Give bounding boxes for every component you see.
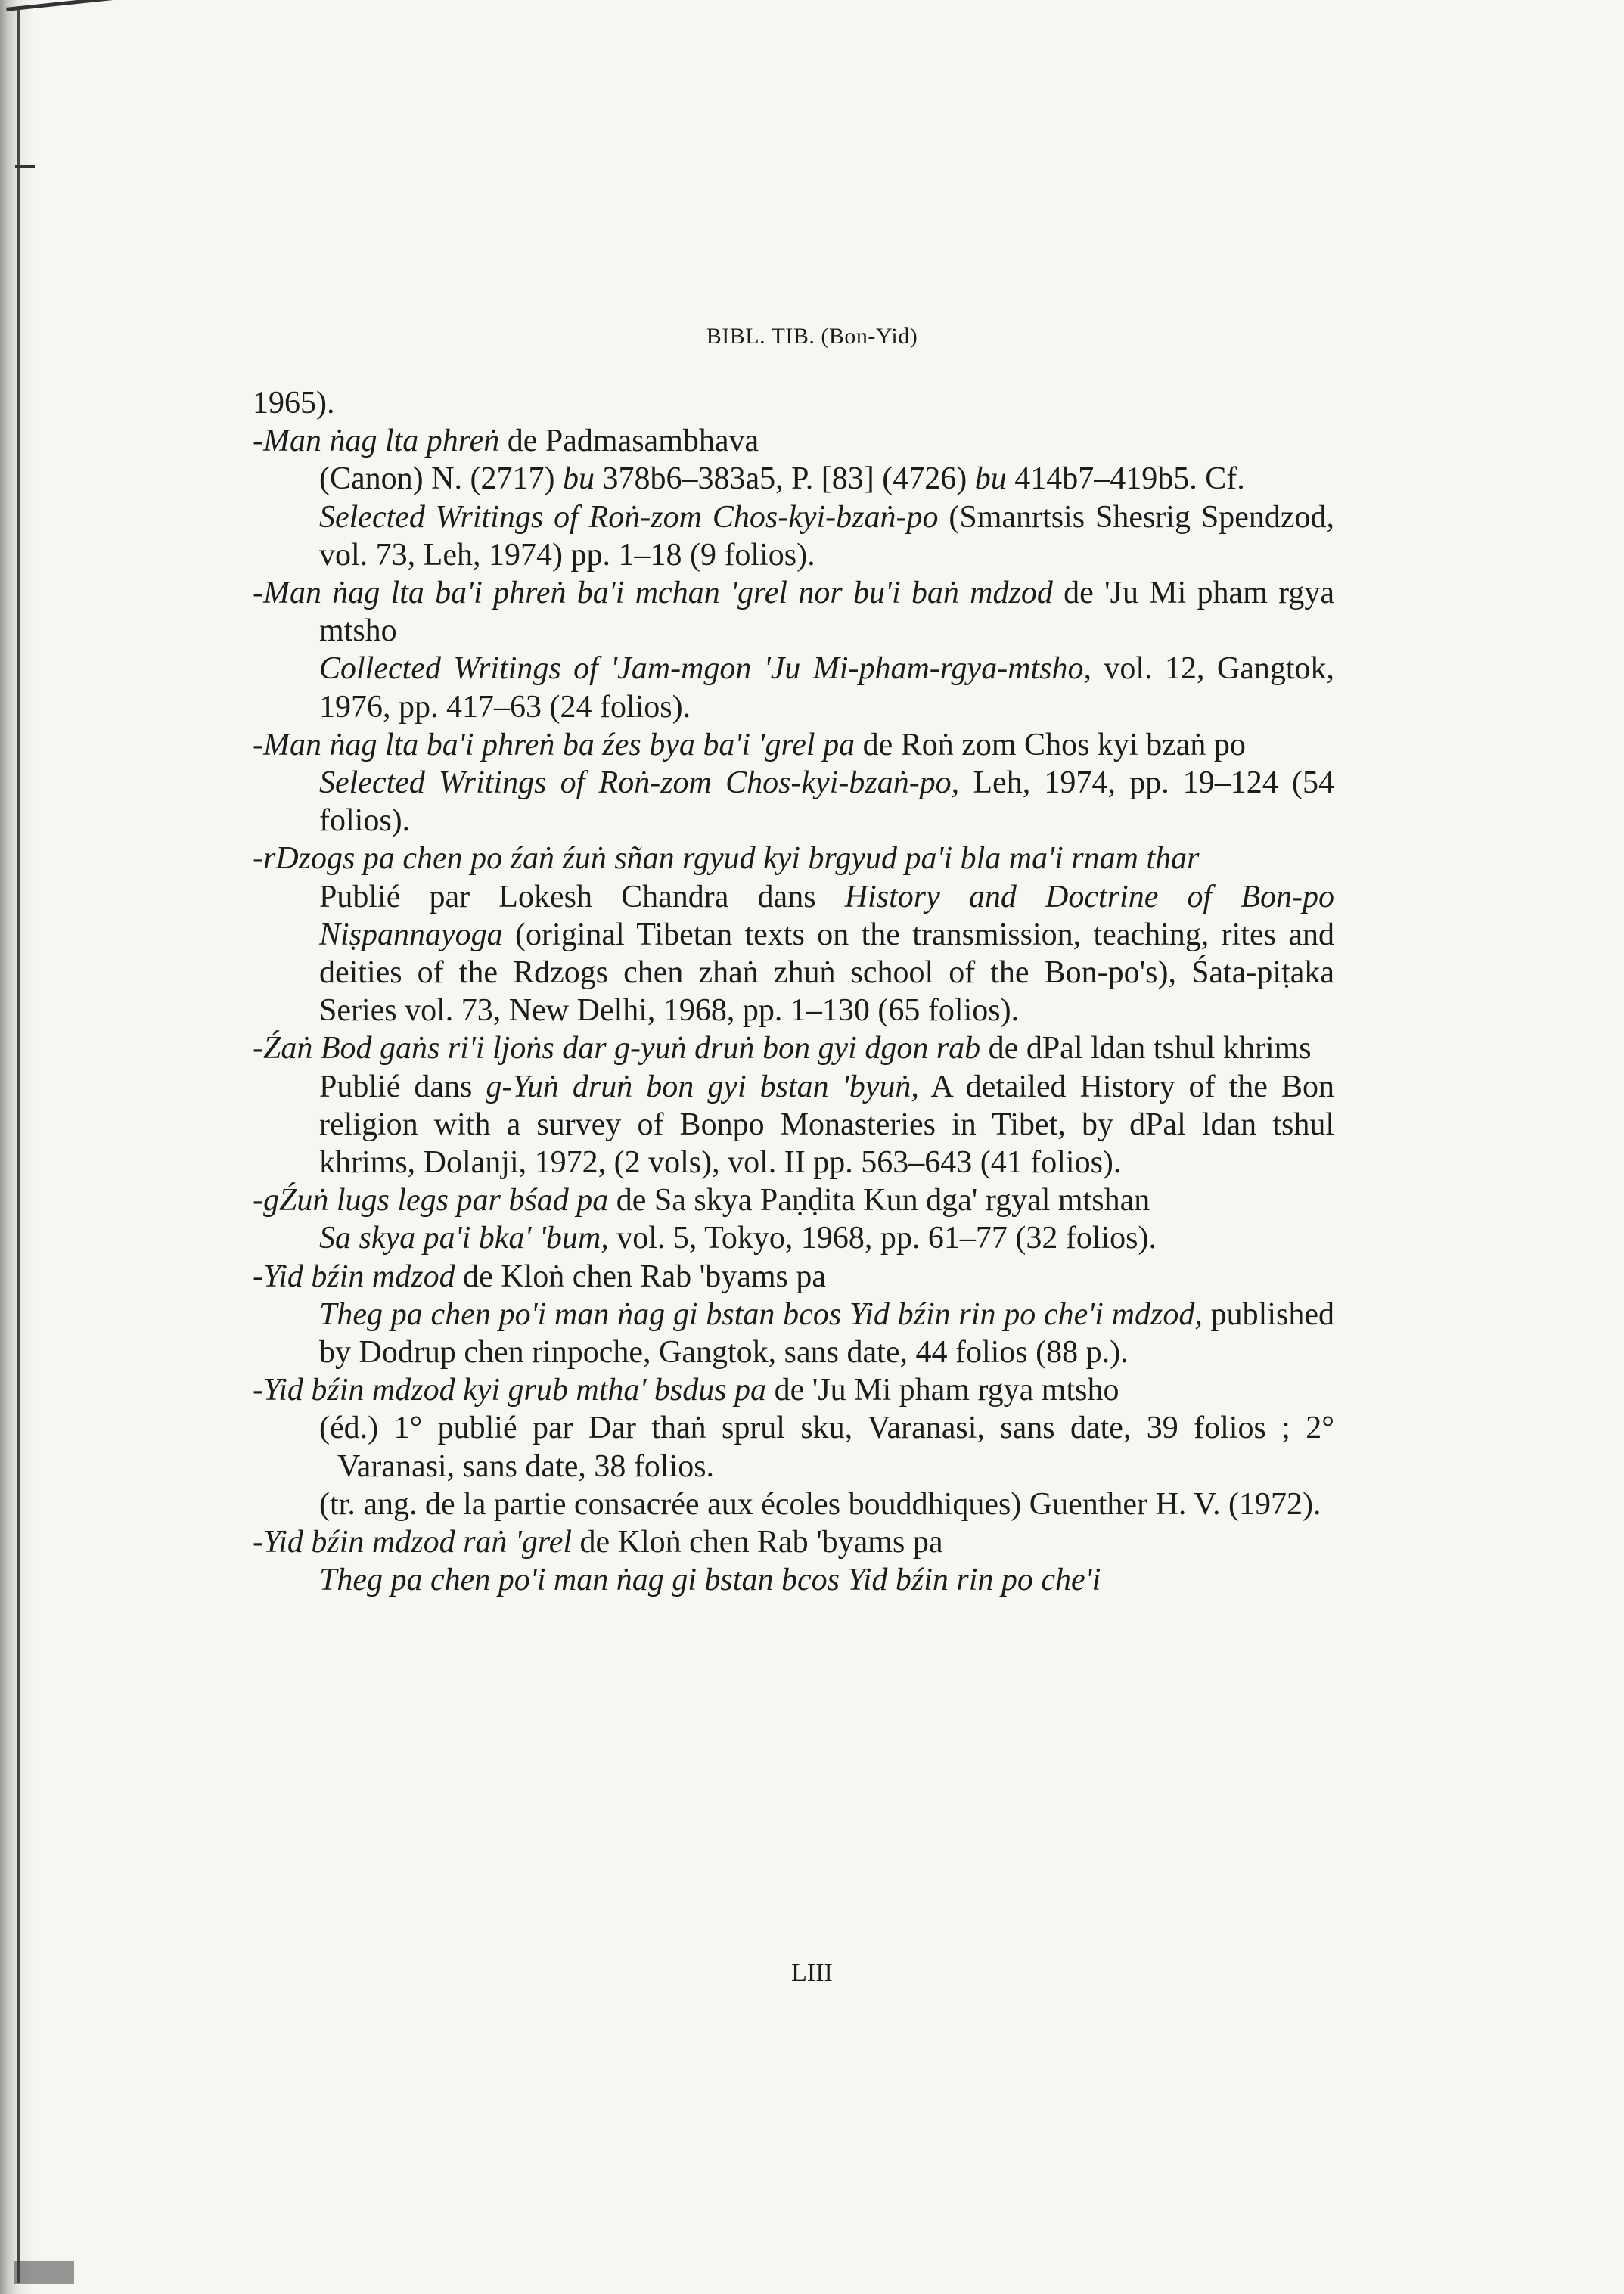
entry-detail-line — [253, 1296, 1334, 1371]
bibliography-entry — [253, 574, 1334, 726]
entry-detail-line — [253, 878, 1334, 1030]
entry-detail-line — [253, 1068, 1334, 1182]
text-run: de Kloṅ chen Rab 'byams pa — [572, 1525, 943, 1560]
italic-text: Sa skya pa'i bka' 'bum, — [319, 1221, 609, 1256]
bibliography-entry — [253, 422, 1334, 574]
bibliography-entry — [253, 1181, 1334, 1257]
text-run: de Roṅ zom Chos kyi bzaṅ po — [855, 727, 1246, 762]
text-run: Leh, 1974, pp. 19–124 (54 folios). — [319, 765, 1334, 839]
italic-text: -Man ṅag lta ba'i phreṅ ba źes bya ba'i 'grel pa — [253, 727, 855, 762]
italic-text: History and Doctrine of Bon-po Niṣpannayoga — [319, 879, 1334, 952]
italic-text: Collected Writings of 'Jam-mgon 'Ju Mi-pham-rgya-mtsho, — [319, 651, 1092, 687]
bibliography-entry — [253, 1523, 1334, 1599]
entry-title-line — [253, 1523, 1334, 1561]
italic-text: -rDzogs pa chen po źaṅ źuṅ sñan rgyud kyi brgyud pa'i bla ma'i rnam thar — [253, 841, 1200, 877]
bibliography-entry — [253, 840, 1334, 1029]
text-run: (original Tibetan texts on the transmission, teaching, rites and deities of the Rdzogs chen zhaṅ zhuṅ school of the Bon-po's), Śata-piṭaka Series vol. 73, New Delhi, 1968, pp. 1–130 (65 folios). — [319, 917, 1334, 1029]
entry-detail-line — [253, 1485, 1334, 1523]
italic-text: bu — [562, 461, 595, 497]
text-run: 378b6–383a5, P. [83] (4726) — [594, 461, 975, 497]
entry-detail-line — [253, 764, 1334, 840]
italic-text: -Man ṅag lta phreṅ — [253, 424, 500, 459]
text-run: (Smanrtsis Shesrig Spendzod, vol. 73, Leh, 1974) pp. 1–18 (9 folios). — [319, 499, 1335, 573]
text-run: (tr. ang. de la partie consacrée aux écoles bouddhiques) Guenther H. V. (1972). — [319, 1486, 1321, 1522]
entry-detail-line — [253, 460, 1334, 498]
italic-text: -Źaṅ Bod gaṅs ri'i ljoṅs dar g-yuṅ druṅ bon gyi dgon rab — [253, 1031, 981, 1066]
text-run: de 'Ju Mi pham rgya mtsho — [319, 576, 1335, 649]
text-run: 414b7–419b5. Cf. — [1006, 461, 1245, 497]
entry-title-line — [253, 422, 1334, 460]
text-run: Publié par Lokesh Chandra dans — [319, 879, 845, 914]
text-run: de Kloṅ chen Rab 'byams pa — [455, 1259, 827, 1294]
text-run: published by Dodrup chen rinpoche, Gangtok, sans date, 44 folios (88 p.). — [319, 1296, 1334, 1371]
text-run: Publié dans — [319, 1069, 486, 1104]
bibliography-entry — [253, 1258, 1334, 1372]
italic-text: -Man ṅag lta ba'i phreṅ ba'i mchan 'grel nor bu'i baṅ mdzod — [253, 576, 1053, 611]
entry-detail-line — [253, 1219, 1334, 1257]
entry-detail-line — [253, 1561, 1334, 1599]
bibliography-entry — [253, 726, 1334, 840]
text-run: 1965). — [253, 386, 335, 421]
page-number: LIII — [791, 1959, 833, 1987]
scan-mark — [15, 165, 35, 168]
text-run: de Padmasambhava — [499, 424, 759, 459]
bibliography-entry — [253, 1029, 1334, 1181]
entry-title-line — [253, 1371, 1334, 1409]
text-run: de dPal ldan tshul khrims — [980, 1031, 1312, 1066]
italic-text: -gŹuṅ lugs legs par bśad pa — [253, 1183, 609, 1218]
italic-text: Selected Writings of Roṅ-zom Chos-kyi-bzaṅ-po, — [319, 765, 960, 801]
entry-title-line — [253, 726, 1334, 764]
text-run: de Sa skya Paṇḍita Kun dga' rgyal mtshan — [608, 1183, 1150, 1218]
text-run: de 'Ju Mi pham rgya mtsho — [766, 1373, 1119, 1408]
text-run: vol. 12, Gangtok, 1976, pp. 417–63 (24 folios). — [319, 651, 1335, 725]
entry-title-line — [253, 1258, 1334, 1296]
entry-title-line — [253, 1029, 1334, 1067]
text-run: (Canon) N. (2717) — [319, 461, 563, 497]
entry-detail-line — [253, 1409, 1334, 1485]
bibliography-entry — [253, 384, 1334, 422]
text-run: vol. 5, Tokyo, 1968, pp. 61–77 (32 folios). — [608, 1221, 1157, 1256]
italic-text: -Yid bźin mdzod raṅ 'grel — [253, 1525, 573, 1560]
entry-detail-line — [253, 498, 1334, 574]
italic-text: -Yid bźin mdzod — [253, 1259, 455, 1294]
scan-mark — [14, 2261, 74, 2284]
entry-title-line — [253, 840, 1334, 877]
italic-text: bu — [974, 461, 1007, 497]
bibliography-entry — [253, 1371, 1334, 1523]
italic-text: Theg pa chen po'i man ṅag gi bstan bcos Yid bźin rin po che'i mdzod, — [319, 1296, 1203, 1332]
italic-text: Selected Writings of Roṅ-zom Chos-kyi-bzaṅ-po — [319, 499, 939, 535]
bibliography-list — [253, 384, 1334, 1600]
italic-text: Theg pa chen po'i man ṅag gi bstan bcos Yid bźin rin po che'i — [319, 1563, 1101, 1598]
italic-text: g-Yuṅ druṅ bon gyi bstan 'byuṅ, — [486, 1069, 919, 1104]
running-head: BIBL. TIB. (Bon-Yid) — [706, 324, 918, 349]
italic-text: -Yid bźin mdzod kyi grub mtha' bsdus pa — [253, 1373, 767, 1408]
entry-title-line — [253, 1181, 1334, 1219]
entry-title-line — [253, 384, 1334, 422]
entry-title-line — [253, 574, 1334, 650]
text-run: A detailed History of the Bon religion with a survey of Bonpo Monasteries in Tibet, by dPal ldan tshul khrims, Dolanji, 1972, (2 vols), vol. II pp. 563–643 (41 folios). — [319, 1069, 1334, 1181]
entry-detail-line — [253, 650, 1334, 725]
text-run: (éd.) 1° publié par Dar thaṅ sprul sku, Varanasi, sans date, 39 folios ; 2° Varanasi, sans date, 38 folios. — [319, 1411, 1334, 1484]
